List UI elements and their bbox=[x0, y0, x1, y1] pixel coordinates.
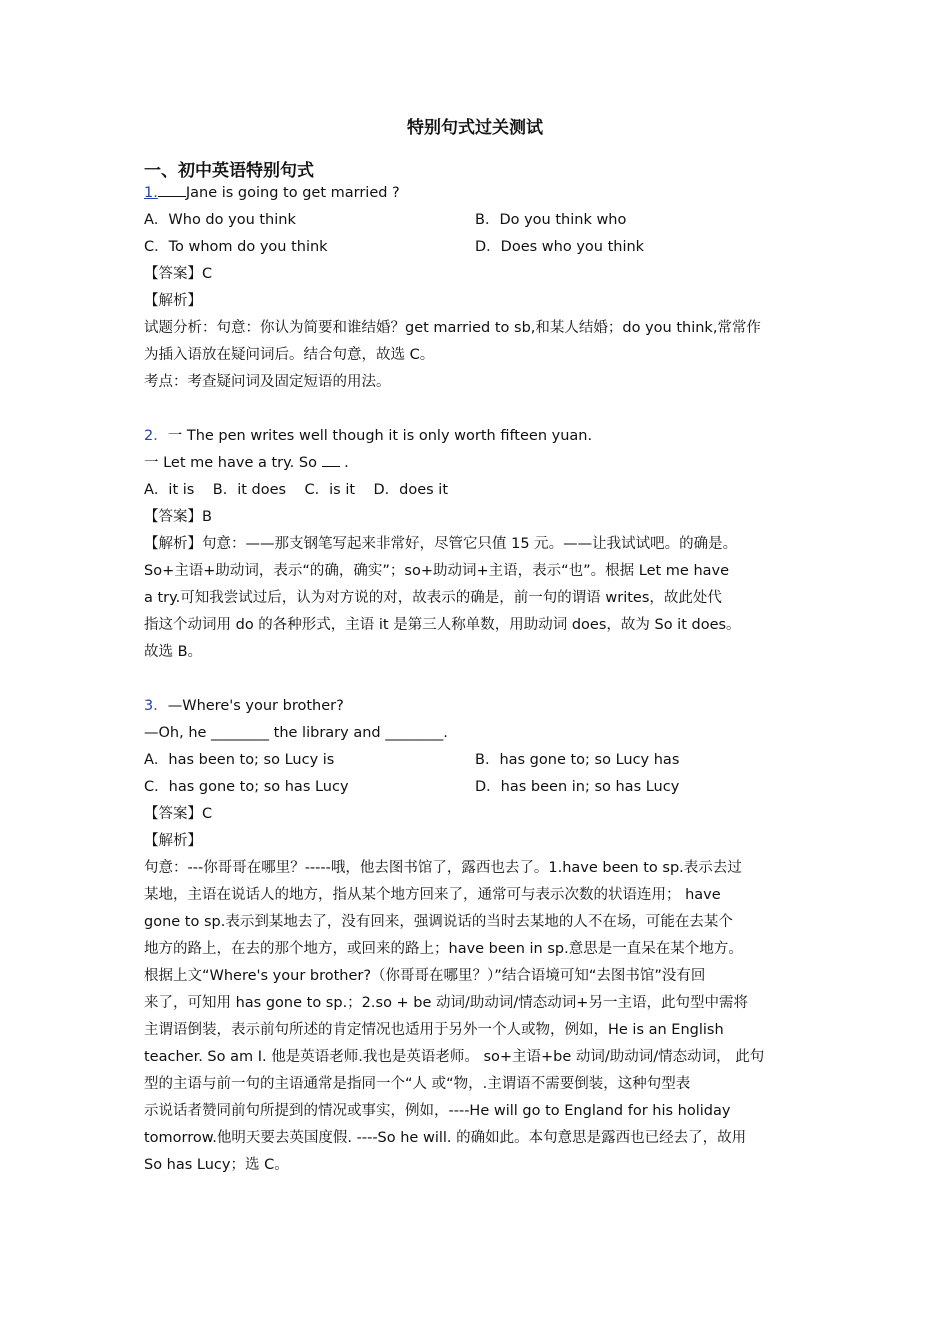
q2-analysis-line: 指这个动词用 do 的各种形式，主语 it 是第三人称单数，用助动词 does，故为 So it does。 bbox=[144, 617, 741, 633]
q1-options-row-1 bbox=[144, 207, 824, 234]
q2-blank bbox=[322, 452, 340, 467]
q3-number: 3． bbox=[144, 698, 168, 714]
q3-analysis-line: 主谓语倒装，表示前句所述的肯定情况也适用于另外一个人或物，例如，He is an English bbox=[144, 1022, 724, 1038]
page-title: 特别句式过关测试 bbox=[407, 118, 543, 138]
q1-stem bbox=[144, 180, 824, 207]
q3-line1-text: —Where's your brother? bbox=[167, 698, 344, 714]
q3-options-row-1 bbox=[144, 747, 824, 774]
q1-blank bbox=[158, 182, 186, 197]
q3-option-b: B．has gone to; so Lucy has bbox=[475, 752, 680, 768]
q1-number[interactable]: 1. bbox=[144, 185, 158, 201]
spacer bbox=[144, 666, 824, 693]
q2-stem-line-1 bbox=[144, 423, 824, 450]
q2-analysis-line: 【解析】句意：——那支钢笔写起来非常好，尽管它只值 15 元。——让我试试吧。的确是。 bbox=[144, 536, 738, 552]
q3-analysis-line: 句意：---你哥哥在哪里？-----哦，他去图书馆了，露西也去了。1.have been to sp.表示去过 bbox=[144, 860, 742, 876]
q1-answer: 【答案】C bbox=[144, 266, 213, 282]
q3-analysis-line: 型的主语与前一句的主语通常是指同一个“人 或“物，.主谓语不需要倒装，这种句型表 bbox=[144, 1076, 691, 1092]
q3-option-a: A．has been to; so Lucy is bbox=[144, 752, 335, 768]
q3-analysis-line: teacher. So am I. 他是英语老师.我也是英语老师。 so+主语+be 动词/助动词/情态动词， 此句 bbox=[144, 1049, 765, 1065]
q3-stem-line-1 bbox=[144, 693, 824, 720]
q3-analysis-line: tomorrow.他明天要去英国度假. ----So he will. 的确如此。本句意思是露西也已经去了，故用 bbox=[144, 1130, 747, 1146]
q1-option-d: D．Does who you think bbox=[475, 239, 645, 255]
q2-analysis-line: 故选 B。 bbox=[144, 644, 203, 660]
q2-answer: 【答案】B bbox=[144, 509, 212, 525]
q2-line1-text: 一 The pen writes well though it is only worth fifteen yuan. bbox=[167, 428, 593, 444]
q1-stem-text: Jane is going to get married ? bbox=[185, 185, 400, 201]
q3-analysis-line: 某地，主语在说话人的地方，指从某个地方回来了，通常可与表示次数的状语连用； have bbox=[144, 887, 721, 903]
q1-option-a: A．Who do you think bbox=[144, 212, 296, 228]
q3-analysis-line: 根据上文“Where's your brother?（你哥哥在哪里？）”结合语境可知“去图书馆”没有回 bbox=[144, 968, 706, 984]
q1-options-row-2 bbox=[144, 234, 824, 261]
q2-line2-post: . bbox=[344, 455, 349, 471]
q1-option-c: C．To whom do you think bbox=[144, 239, 328, 255]
q2-number: 2． bbox=[144, 428, 168, 444]
q3-analysis-line: 来了，可知用 has gone to sp.；2.so + be 动词/助动词/情态动词+另一主语，此句型中需将 bbox=[144, 995, 748, 1011]
q3-options-row-2 bbox=[144, 774, 824, 801]
q3-analysis-label: 【解析】 bbox=[144, 833, 202, 849]
q3-analysis-line: gone to sp.表示到某地去了，没有回来，强调说话的当时去某地的人不在场，可能在去某个 bbox=[144, 914, 733, 930]
q1-analysis-line: 考点：考查疑问词及固定短语的用法。 bbox=[144, 374, 391, 390]
q3-analysis-line: 示说话者赞同前句所提到的情况或事实，例如，----He will go to England for his holiday bbox=[144, 1103, 731, 1119]
q2-analysis-line: a try.可知我尝试过后，认为对方说的对，故表示的确是，前一句的谓语 writes，故此处代 bbox=[144, 590, 722, 606]
q3-answer: 【答案】C bbox=[144, 806, 213, 822]
q2-line2-pre: 一 Let me have a try. So bbox=[144, 455, 317, 471]
document-body bbox=[144, 158, 824, 1179]
q3-stem-line-2: —Oh, he ________ the library and ________. bbox=[144, 725, 448, 741]
q3-analysis-line: 地方的路上，在去的那个地方，或回来的路上；have been in sp.意思是一直呆在某个地方。 bbox=[144, 941, 743, 957]
q3-analysis-line: So has Lucy；选 C。 bbox=[144, 1157, 289, 1173]
q3-option-c: C．has gone to; so has Lucy bbox=[144, 779, 349, 795]
spacer bbox=[144, 396, 824, 423]
q2-options: A．it is B．it does C．is it D．does it bbox=[144, 482, 449, 498]
q1-analysis-line: 试题分析：句意：你认为简要和谁结婚？get married to sb,和某人结婚；do you think,常常作 bbox=[144, 320, 761, 336]
q2-stem-line-2 bbox=[144, 450, 824, 477]
q1-analysis-line: 为插入语放在疑问词后。结合句意，故选 C。 bbox=[144, 347, 435, 363]
section-heading: 一、初中英语特别句式 bbox=[144, 161, 314, 181]
q2-analysis-line: So+主语+助动词，表示“的确，确实”；so+助动词+主语，表示“也”。根据 Let me have bbox=[144, 563, 730, 579]
q1-option-b: B．Do you think who bbox=[475, 212, 627, 228]
q1-analysis-label: 【解析】 bbox=[144, 293, 202, 309]
q3-option-d: D．has been in; so has Lucy bbox=[475, 779, 680, 795]
